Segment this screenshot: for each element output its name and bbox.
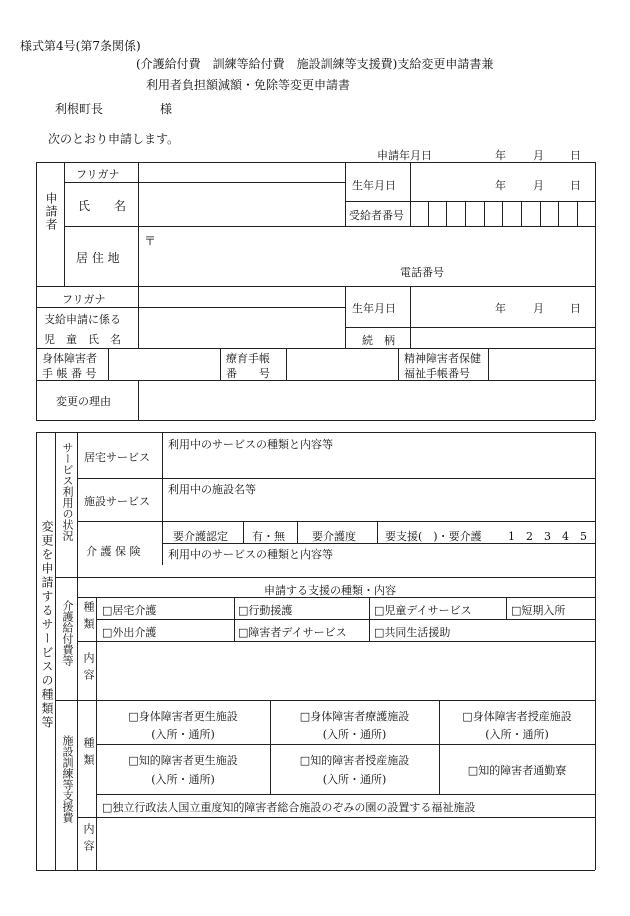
child-furigana-label: フリガナ [62,293,106,306]
application-date-label: 申請年月日 [377,149,432,162]
facility-training-label: 施設訓練等支援費 [61,735,74,823]
change-reason-label: 変更の理由 [56,395,111,408]
facility-service-label: 施設サービス [84,495,150,508]
rehab-handbook-label-2: 番 号 [226,367,270,380]
phone-label: 電話番号 [400,266,444,279]
date-year: 年 [495,149,506,162]
residence-type-2: (入所・通所) [322,728,387,741]
applicant-birth-year: 年 [495,179,506,192]
addressee: 利根町長 [55,102,104,116]
support-care-label: 要支援( )・要介護 [385,530,482,543]
option-intellectual-workshop-facility[interactable]: □ 知的障害者授産施設 [270,752,439,768]
form-title-line1: (介護給付費 訓練等給付費 施設訓練等支援費)支給変更申請書兼 [136,57,494,71]
care-levels: 1 2 3 4 5 [508,530,587,543]
option-nozomi-facility[interactable]: □ 独立行政法人国立重度知的障害者総合施設のぞみの園の設置する福祉施設 [102,799,475,815]
child-name-label-line2: 児 童 氏 名 [44,333,121,346]
care-certification-label: 要介護認定 [173,530,228,543]
option-intellectual-commuting-dorm[interactable]: □ 知的障害者通勤寮 [439,762,595,778]
applicant-birth-month: 月 [533,179,544,192]
honorific: 様 [160,102,173,116]
facility-service-detail-label: 利用中の施設名等 [168,483,256,496]
rehab-handbook-label-1: 療育手帳 [226,352,270,365]
applicant-address-label: 居 住 地 [76,251,120,265]
care-benefit-header: 申請する支援の種類・内容 [264,584,396,597]
facility-training-content-label: 内容 [82,823,95,857]
care-benefit-content-label: 内容 [82,652,95,686]
care-benefit-kind-label: 種類 [82,601,95,635]
mental-handbook-label-1: 精神障害者保健 [404,352,481,365]
child-birth-day: 日 [570,302,581,315]
recipient-number-label: 受給者番号 [349,209,404,222]
care-benefit-label: 介護給付費等 [61,600,74,666]
child-birth-year: 年 [495,302,506,315]
change-section-label: 変更を申請するサービスの種類等 [40,520,54,730]
option-behavior-support[interactable]: □ 行動援護 [238,602,292,618]
option-intellectual-rehab-facility[interactable]: □ 知的障害者更生施設 [96,752,270,768]
home-service-label: 居宅サービス [84,451,150,464]
service-usage-label: サービス利用の状況 [61,442,74,541]
option-physical-care-facility[interactable]: □ 身体障害者療護施設 [270,708,439,724]
mental-handbook-label-2: 福祉手帳番号 [404,367,470,380]
date-month: 月 [533,149,544,162]
form-title-line2: 利用者負担額減額・免除等変更申請書 [146,78,351,92]
residence-type-1: (入所・通所) [151,728,215,741]
relation-label: 続 柄 [362,334,395,347]
applicant-furigana-label: フリガナ [76,168,120,181]
option-outing-care[interactable]: □ 外出介護 [102,624,156,640]
applicant-birth-day: 日 [570,179,581,192]
physical-handbook-label-1: 身体障害者 [42,352,97,365]
care-yes-no: 有・無 [252,530,285,543]
care-insurance-detail-label: 利用中のサービスの種類と内容等 [168,548,333,561]
child-birth-label: 生年月日 [352,302,396,315]
option-disabled-day-service[interactable]: □ 障害者デイサービス [238,624,347,640]
residence-type-5: (入所・通所) [322,773,387,786]
applicant-name-label: 氏 名 [78,199,127,213]
home-service-detail-label: 利用中のサービスの種類と内容等 [168,438,333,451]
option-child-day-service[interactable]: □ 児童デイサービス [374,602,472,618]
postal-mark: 〒 [144,234,157,248]
care-level-label: 要介護度 [312,530,356,543]
applicant-birth-label: 生年月日 [352,179,396,192]
applicant-section-label: 申請者 [44,192,58,231]
date-day: 日 [570,149,581,162]
residence-type-4: (入所・通所) [151,773,215,786]
option-home-care[interactable]: □ 居宅介護 [102,602,156,618]
facility-training-kind-label: 種類 [82,737,95,771]
option-short-stay[interactable]: □ 短期入所 [511,602,565,618]
child-birth-month: 月 [533,302,544,315]
form-number: 様式第4号(第7条関係) [20,39,141,53]
option-group-home-support[interactable]: □ 共同生活援助 [374,624,450,640]
physical-handbook-label-2: 手 帳 番 号 [42,367,97,380]
child-name-label-line1: 支給申請に係る [44,313,121,326]
intro-text: 次のとおり申請します。 [48,132,180,146]
residence-type-3: (入所・通所) [485,728,549,741]
option-physical-workshop-facility[interactable]: □ 身体障害者授産施設 [439,708,595,724]
care-insurance-label: 介 護 保 険 [86,545,141,558]
option-physical-rehab-facility[interactable]: □ 身体障害者更生施設 [96,708,270,724]
